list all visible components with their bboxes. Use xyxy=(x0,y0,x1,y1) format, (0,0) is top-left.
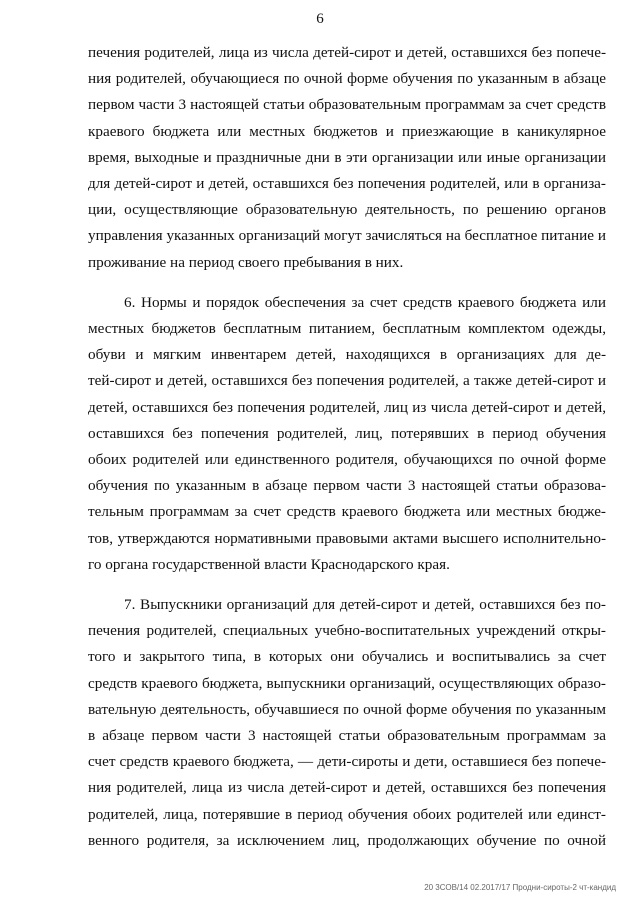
text-line: того и закрытого типа, в которых они обучались и воспитывались за счет xyxy=(88,648,606,666)
text-line: ния родителей, лица из числа детей-сирот и детей, оставшихся без попечения xyxy=(88,779,606,797)
text-line: местных бюджетов бесплатным питанием, бесплатным комплектом одежды, xyxy=(88,320,606,338)
text-line: 6. Нормы и порядок обеспечения за счет средств краевого бюджета или xyxy=(124,293,606,311)
text-line: первом части 3 настоящей статьи образовательным программам за счет средств xyxy=(88,96,606,114)
text-line: тов, утверждаются нормативными правовыми актами высшего исполнительно- xyxy=(88,529,606,547)
text-line: обучения по указанным в абзаце первом части 3 настоящей статьи образова- xyxy=(88,477,606,495)
text-line: управления указанных организаций могут зачисляться на бесплатное питание и xyxy=(88,227,606,245)
text-line: обуви и мягким инвентарем детей, находящихся в организациях для де- xyxy=(88,346,606,364)
page-number: 6 xyxy=(316,11,324,27)
text-line: родителей, лица, потерявшие в период обучения обоих родителей или единст- xyxy=(88,805,606,823)
text-line: обоих родителей или единственного родителя, обучающихся по очной форме xyxy=(88,451,606,469)
text-line: ния родителей, обучающиеся по очной форме обучения по указанным в абзаце xyxy=(88,70,606,88)
text-line: тей-сирот и детей, оставшихся без попечения родителей, а также детей-сирот и xyxy=(88,372,606,390)
text-line: ции, осуществляющие образовательную деятельность, по решению органов xyxy=(88,201,606,219)
text-line: оставшихся без попечения родителей, лиц, потерявших в период обучения xyxy=(88,424,606,442)
text-line: го органа государственной власти Краснодарского края. xyxy=(88,555,450,573)
text-line: краевого бюджета или местных бюджетов и приезжающие в каникулярное xyxy=(88,122,606,140)
text-line: вательную деятельность, обучавшиеся по очной форме обучения по указанным xyxy=(88,700,606,718)
paragraph-5-continuation xyxy=(88,40,606,276)
text-line: для детей-сирот и детей, оставшихся без попечения родителей, или в организа- xyxy=(88,175,606,193)
text-line: печения родителей, специальных учебно-воспитательных учреждений откры- xyxy=(88,622,606,640)
text-line: проживание на период своего пребывания в них. xyxy=(88,253,404,271)
text-line: детей, оставшихся без попечения родителей, лиц из числа детей-сирот и детей, xyxy=(88,398,606,416)
paragraph-7 xyxy=(88,592,606,854)
text-line: 7. Выпускники организаций для детей-сирот и детей, оставшихся без по- xyxy=(124,596,606,614)
text-line: счет средств краевого бюджета, — дети-сироты и дети, оставшиеся без попече- xyxy=(88,753,606,771)
text-line: венного родителя, за исключением лиц, продолжающих обучение по очной xyxy=(88,831,606,849)
text-line: печения родителей, лица из числа детей-сирот и детей, оставшихся без попече- xyxy=(88,44,606,61)
text-line: средств краевого бюджета, выпускники организаций, осуществляющих образо- xyxy=(88,674,606,692)
text-line: время, выходные и праздничные дни в эти организации или иные организации xyxy=(88,148,606,166)
text-line: тельным программам за счет средств краевого бюджета или местных бюдже- xyxy=(88,503,606,521)
paragraph-6 xyxy=(88,290,606,578)
text-line: в абзаце первом части 3 настоящей статьи образовательным программам за xyxy=(88,727,606,745)
footer-file-reference: 20 3СОВ/14 02.2017/17 Продни-сироты-2 чт-кандид xyxy=(424,883,616,892)
body-text xyxy=(88,40,606,868)
